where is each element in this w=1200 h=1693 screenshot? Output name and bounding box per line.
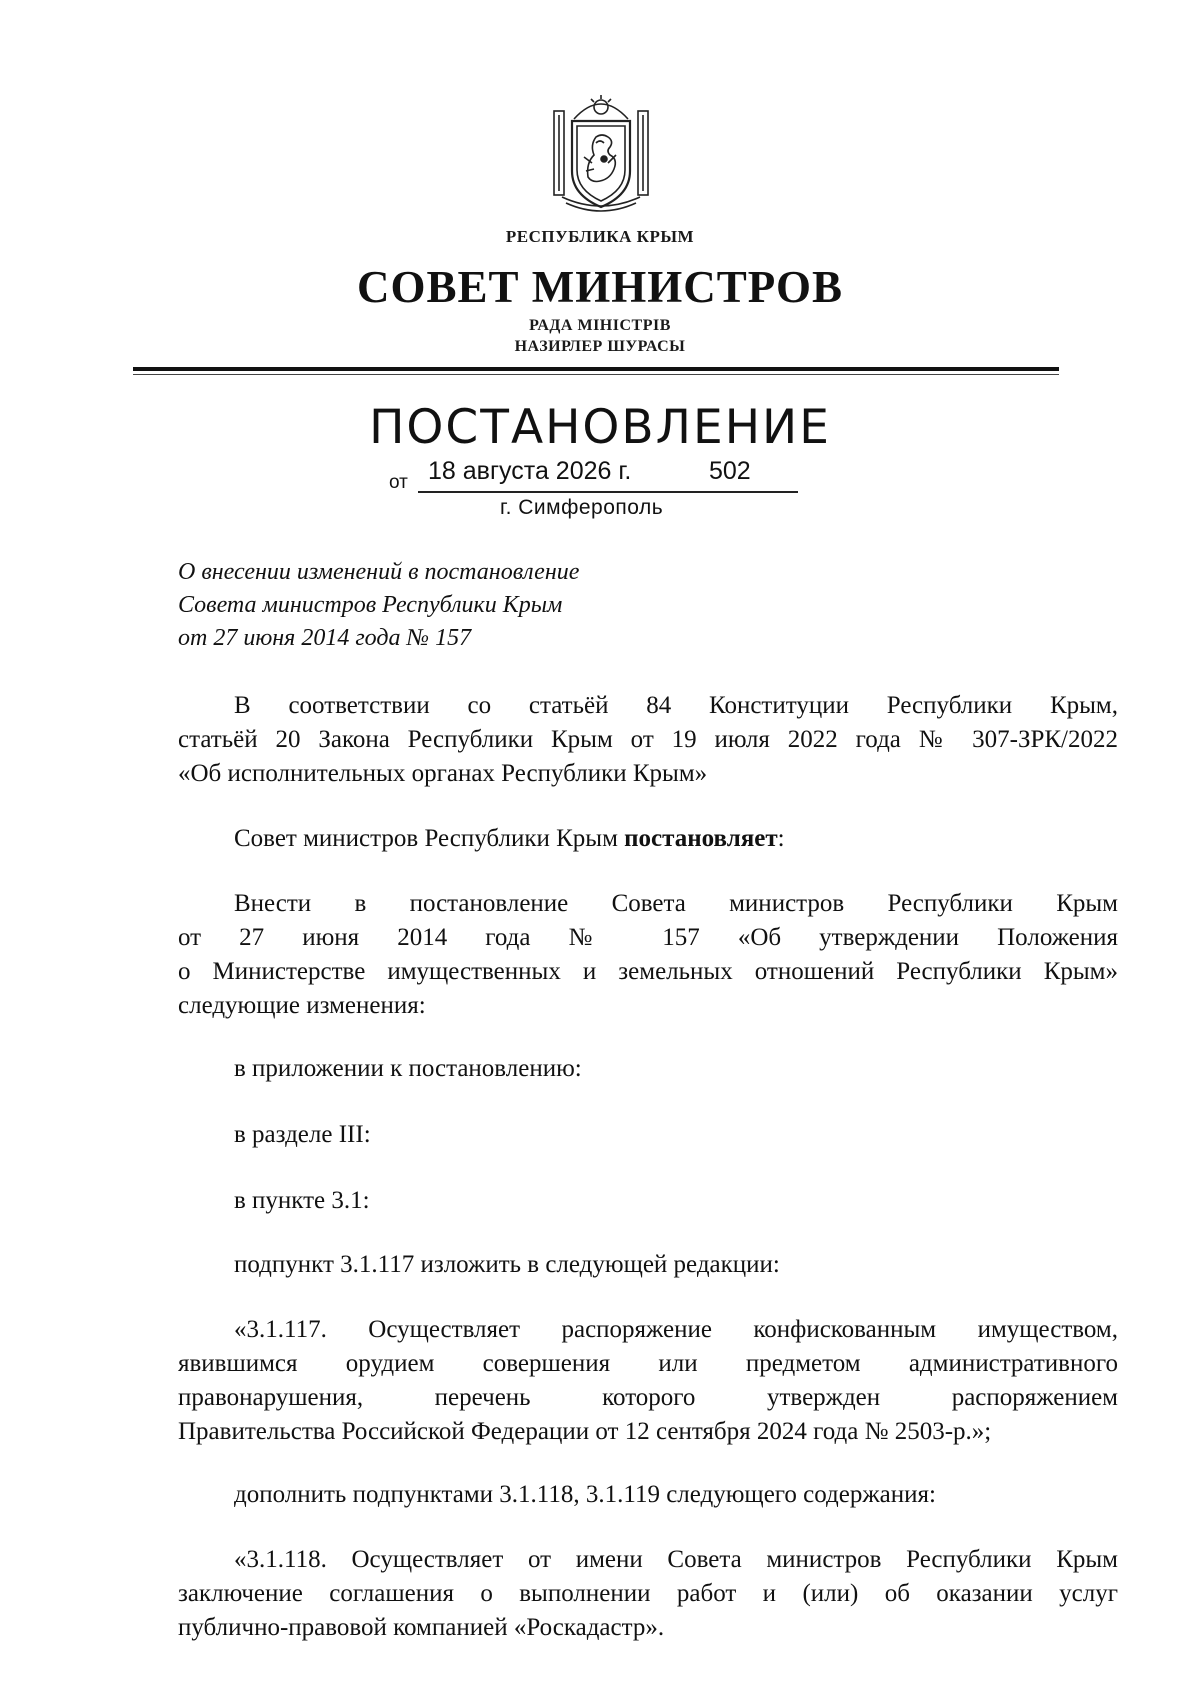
paragraph-line: Правительства Российской Федерации от 12 сентября 2024 года № 2503-р.»; — [178, 1418, 992, 1445]
caption-line: Совета министров Республики Крым — [178, 592, 563, 618]
paragraph-legal-basis — [178, 689, 1118, 791]
document-date: 18 августа 2026 г. — [428, 457, 632, 485]
caption-line: О внесении изменений в постановление — [178, 559, 580, 585]
header-divider-thin — [133, 374, 1059, 375]
paragraph-appendix — [178, 1052, 1118, 1086]
header-divider-thick — [133, 367, 1059, 371]
paragraph-line: «Об исполнительных органах Республики Крым» — [178, 760, 708, 787]
paragraph-line: в разделе III: — [234, 1121, 371, 1148]
paragraph-line: о Министерстве имущественных и земельных отношений Республики Крым» — [178, 958, 1118, 985]
city-label: г. Симферополь — [500, 496, 664, 519]
paragraph-line: в приложении к постановлению: — [234, 1055, 582, 1082]
paragraph-add-subpoints — [178, 1478, 1118, 1512]
naz-label: НАЗИРЛЕР ШУРАСЫ — [514, 338, 686, 355]
resolves-bold: постановляет — [624, 825, 778, 852]
paragraph-resolves — [178, 822, 1118, 856]
rada-label: РАДА МІНІСТРІВ — [529, 317, 671, 334]
paragraph-subpoint-edit — [178, 1248, 1118, 1282]
date-number-line — [389, 457, 809, 493]
paragraph-line: от 27 июня 2014 года № 157 «Об утверждении Положения — [178, 924, 1118, 951]
council-heading: СОВЕТ МИНИСТРОВ — [356, 262, 844, 312]
resolves-suffix: : — [777, 825, 785, 852]
paragraph-line: «3.1.118. Осуществляет от имени Совета министров Республики Крым — [234, 1546, 1118, 1573]
paragraph-line: явившимся орудием совершения или предметом административного — [178, 1350, 1118, 1377]
resolves-prefix: Совет министров Республики Крым — [234, 825, 625, 852]
paragraph-point — [178, 1184, 1118, 1218]
paragraph-section — [178, 1118, 1118, 1152]
paragraph-line: публично-правовой компанией «Роскадастр». — [178, 1614, 665, 1641]
paragraph-3-1-117 — [178, 1313, 1118, 1449]
paragraph-3-1-118 — [178, 1543, 1118, 1645]
caption-line: от 27 июня 2014 года № 157 — [178, 625, 472, 651]
paragraph-line: Внести в постановление Совета министров Республики Крым — [234, 890, 1118, 917]
paragraph-line: правонарушения, перечень которого утвержден распоряжением — [178, 1384, 1118, 1411]
paragraph-line: дополнить подпунктами 3.1.118, 3.1.119 следующего содержания: — [234, 1481, 936, 1508]
document-caption — [178, 556, 579, 655]
paragraph-line: «3.1.117. Осуществляет распоряжение конфискованным имуществом, — [234, 1316, 1118, 1343]
document-number: 502 — [709, 457, 751, 485]
paragraph-line: статьёй 20 Закона Республики Крым от 19 июля 2022 года № 307-ЗРК/2022 — [178, 726, 1118, 753]
paragraph-amend — [178, 887, 1118, 1023]
republic-label: РЕСПУБЛИКА КРЫМ — [505, 227, 695, 246]
paragraph-line: подпункт 3.1.117 изложить в следующей редакции: — [234, 1251, 780, 1278]
paragraph-line: заключение соглашения о выполнении работ и (или) об оказании услуг — [178, 1580, 1118, 1607]
date-prefix: от — [389, 472, 408, 493]
document-title: ПОСТАНОВЛЕНИЕ — [369, 400, 831, 455]
coat-of-arms-emblem — [548, 93, 654, 215]
paragraph-line: В соответствии со статьёй 84 Конституции Республики Крым, — [234, 692, 1118, 719]
paragraph-line: следующие изменения: — [178, 992, 426, 1019]
paragraph-line: в пункте 3.1: — [234, 1187, 370, 1214]
date-underline — [418, 491, 798, 493]
